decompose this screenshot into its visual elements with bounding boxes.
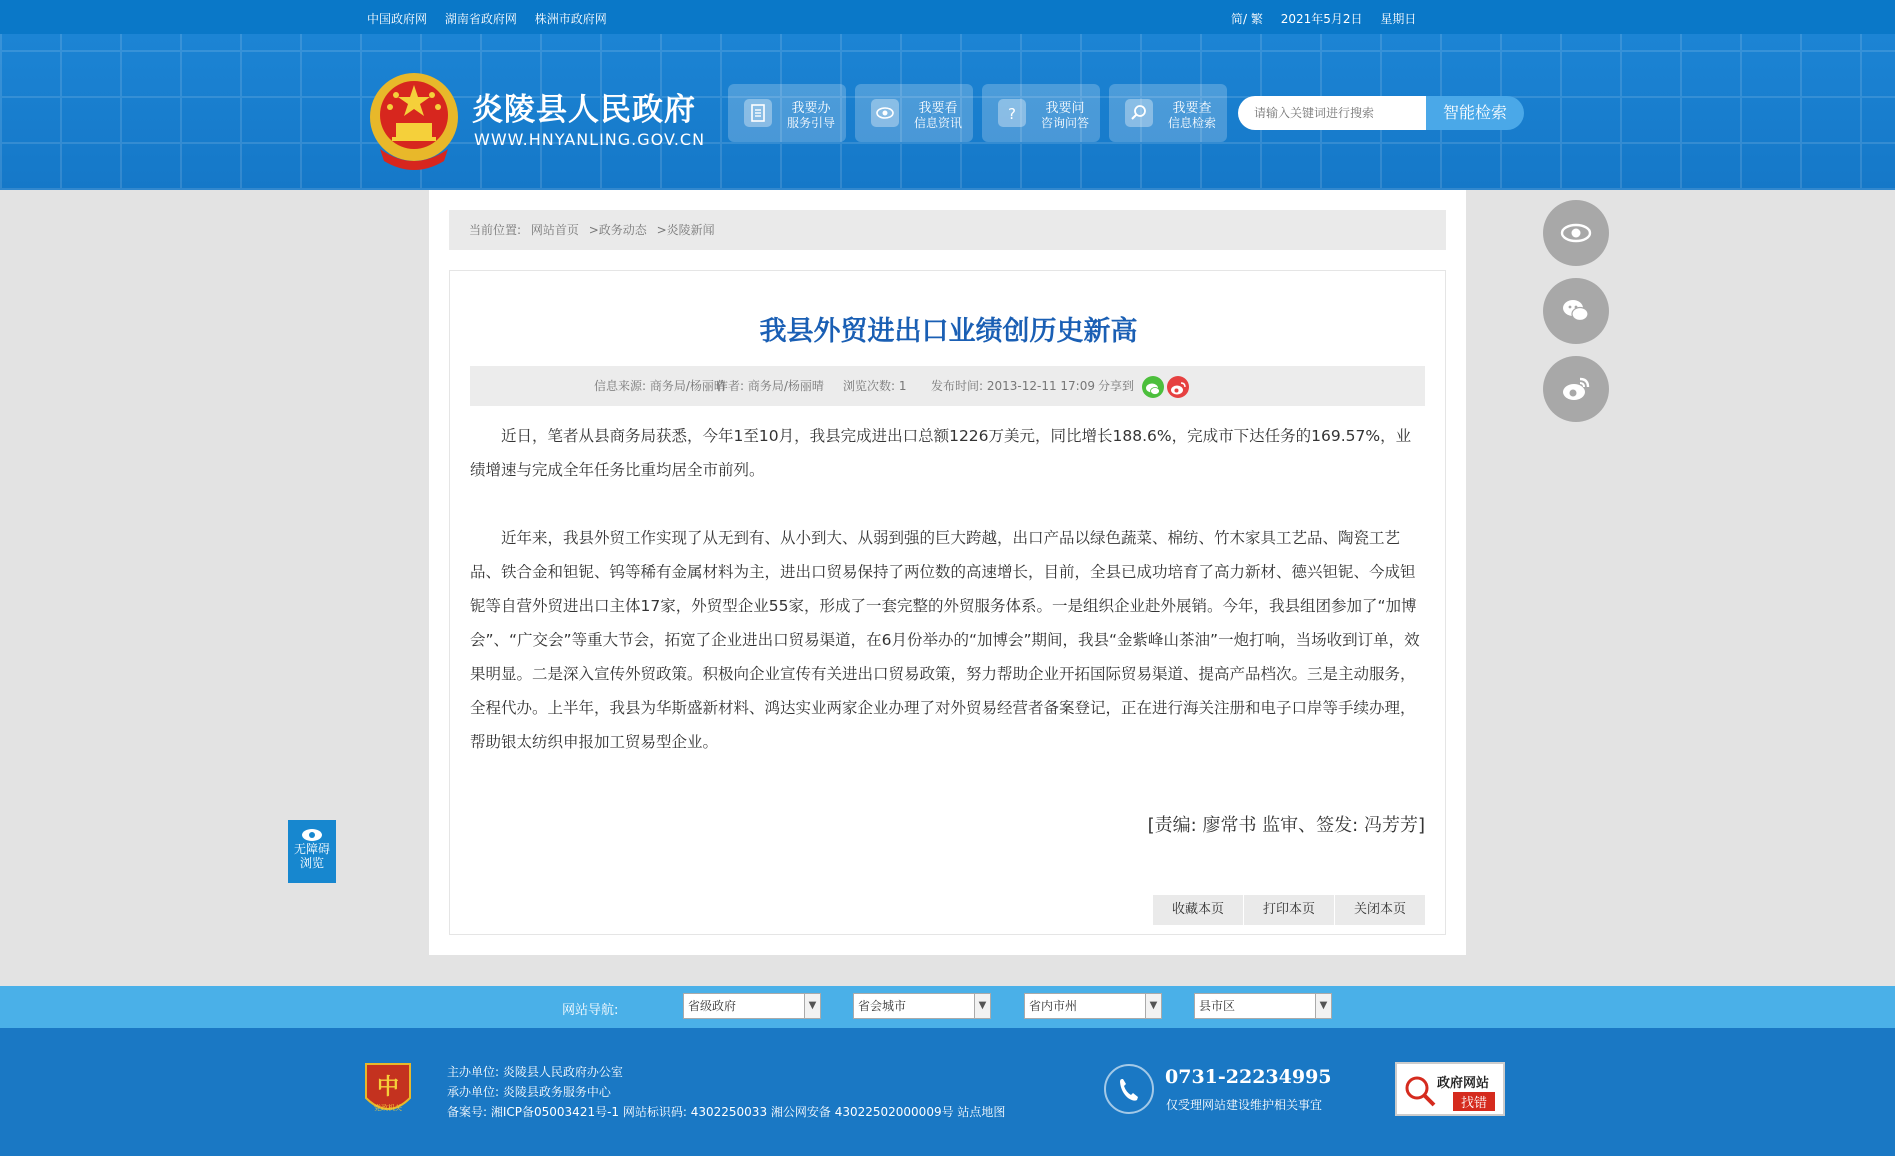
service-subtitle: 信息检索 — [1167, 116, 1216, 130]
magnifier-icon — [1125, 99, 1153, 127]
service-title: 我要看 — [918, 101, 958, 116]
article-actions — [1152, 895, 1425, 925]
breadcrumb-home[interactable]: 网站首页 — [530, 223, 579, 237]
accessibility-label-2: 浏览 — [299, 856, 324, 870]
select-provincial-capitals[interactable] — [853, 993, 991, 1019]
breadcrumb-gov-news[interactable]: >政务动态 — [588, 223, 647, 237]
service-button-handle[interactable] — [728, 84, 846, 142]
service-subtitle: 咨询问答 — [1040, 116, 1089, 130]
site-nav-label: 网站导航: — [562, 1003, 619, 1018]
search-button[interactable]: 智能检索 — [1426, 96, 1524, 130]
meta-views: 浏览次数: 1 — [843, 379, 907, 393]
svg-text:?: ? — [1008, 105, 1016, 122]
link-zhuzhou-gov[interactable]: 株洲市政府网 — [534, 12, 607, 26]
service-button-ask[interactable] — [982, 84, 1100, 142]
footer — [0, 1028, 1895, 1156]
eye-icon — [1560, 217, 1592, 249]
party-government-badge-icon[interactable] — [362, 1058, 414, 1120]
phone-icon — [1104, 1064, 1154, 1114]
search-input[interactable] — [1238, 96, 1426, 130]
meta-source: 信息来源: 商务局/杨丽晴 — [594, 379, 726, 393]
chevron-down-icon: ▼ — [1315, 994, 1331, 1018]
chevron-down-icon: ▼ — [974, 994, 990, 1018]
article — [449, 270, 1446, 935]
accessibility-button[interactable] — [288, 820, 336, 883]
print-page-button[interactable]: 打印本页 — [1244, 895, 1334, 925]
document-icon — [744, 99, 772, 127]
article-paragraph: 近年来，我县外贸工作实现了从无到有、从小到大、从弱到强的巨大跨越，出口产品以绿色蔬菜、棉纺、竹木家具工艺品、陶瓷工艺品、铁合金和钽铌、钨等稀有金属材料为主，进出口贸易保持了两位数的高速增长，目前，全县已成功培育了高力新材、德兴钽铌、今成钽铌等自营外贸进出口主体17家，外贸型企业55家，形成了一套完整的外贸服务体系。一是组织企业赴外展销。今年，我县组团参加了“加博会”、“广交会”等重大节会，拓宽了企业进出口贸易渠道，在6月份举办的“加博会”期间，我县“金紫峰山茶油”一炮打响，当场收到订单，效果明显。二是深入宣传外贸政策。积极向企业宣传有关进出口贸易政策，努力帮助企业开拓国际贸易渠道、提高产品档次。三是主动服务，全程代办。上半年，我县为华斯盛新材料、鸿达实业两家企业办理了对外贸易经营者备案登记，正在进行海关注册和电子口岸等手续办理，帮助银太纺织申报加工贸易型企业。 — [470, 529, 1420, 751]
main-content — [429, 190, 1466, 955]
chevron-down-icon: ▼ — [804, 994, 820, 1018]
breadcrumb — [449, 210, 1446, 250]
svg-text:党政机关: 党政机关 — [374, 1104, 402, 1112]
service-title: 我要办 — [791, 101, 831, 116]
float-weibo-button[interactable] — [1543, 356, 1609, 422]
report-error-action: 找错 — [1453, 1092, 1495, 1111]
select-provincial-gov[interactable] — [683, 993, 821, 1019]
article-title: 我县外贸进出口业绩创历史新高 — [759, 316, 1138, 347]
service-title: 我要查 — [1172, 101, 1212, 116]
link-gov-cn[interactable]: 中国政府网 — [367, 12, 428, 26]
footer-phone-note: 仅受理网站建设维护相关事宜 — [1166, 1098, 1323, 1112]
service-subtitle: 服务引导 — [786, 116, 835, 130]
breadcrumb-yanling-news[interactable]: >炎陵新闻 — [656, 223, 715, 237]
wechat-icon — [1560, 295, 1592, 327]
accessibility-label-1: 无障碍 — [293, 842, 330, 856]
article-meta — [470, 366, 1425, 406]
site-title[interactable]: 炎陵县人民政府 — [472, 92, 696, 128]
article-editor: [责编: 廖常书 监审、签发: 冯芳芳] — [1147, 815, 1425, 836]
footer-info — [447, 1062, 1005, 1122]
meta-published: 发布时间: 2013-12-11 17:09 — [931, 379, 1095, 393]
report-error-button[interactable] — [1395, 1062, 1505, 1116]
article-paragraph: 近日，笔者从县商务局获悉，今年1至10月，我县完成进出口总额1226万美元，同比增长188.6%，完成市下达任务的169.57%，业绩增速与完成全年任务比重均居全市前列。 — [470, 427, 1412, 479]
article-body — [470, 419, 1425, 793]
header-banner — [0, 34, 1895, 190]
report-error-title: 政府网站 — [1437, 1076, 1490, 1091]
chevron-down-icon: ▼ — [1145, 994, 1161, 1018]
question-icon — [998, 99, 1026, 127]
national-emblem-icon — [366, 69, 462, 173]
footer-record[interactable]: 备案号: 湘ICP备05003421号-1 网站标识码: 4302250033 湘公网安备 43022502000009号 站点地图 — [447, 1105, 1006, 1119]
eye-icon — [288, 828, 336, 842]
breadcrumb-label: 当前位置: — [469, 223, 522, 237]
weibo-share-icon[interactable] — [1167, 376, 1189, 398]
select-counties[interactable] — [1194, 993, 1332, 1019]
service-subtitle: 信息资讯 — [913, 116, 962, 130]
lang-switch[interactable]: 简/ 繁 — [1231, 12, 1263, 26]
wechat-share-icon[interactable] — [1142, 376, 1164, 398]
weibo-icon — [1560, 373, 1592, 405]
bookmark-page-button[interactable]: 收藏本页 — [1153, 895, 1243, 925]
search-error-icon — [1403, 1074, 1437, 1108]
service-button-view[interactable] — [855, 84, 973, 142]
current-weekday: 星期日 — [1380, 12, 1417, 26]
footer-phone: 0731-22234995 — [1165, 1066, 1332, 1088]
select-value: 省会城市 — [858, 999, 907, 1013]
svg-text:中: 中 — [376, 1074, 400, 1100]
float-wechat-button[interactable] — [1543, 278, 1609, 344]
top-right — [1231, 10, 1430, 27]
select-value: 省内市州 — [1029, 999, 1078, 1013]
footer-host: 主办单位: 炎陵县人民政府办公室 — [447, 1065, 623, 1079]
link-hunan-gov[interactable]: 湖南省政府网 — [444, 12, 517, 26]
select-value: 省级政府 — [688, 999, 737, 1013]
eye-icon — [871, 99, 899, 127]
select-cities[interactable] — [1024, 993, 1162, 1019]
service-title: 我要问 — [1045, 101, 1085, 116]
site-url: WWW.HNYANLING.GOV.CN — [474, 130, 706, 149]
meta-author: 作者: 商务局/杨丽晴 — [716, 379, 824, 393]
current-date: 2021年5月2日 — [1280, 12, 1363, 26]
select-value: 县市区 — [1199, 999, 1236, 1013]
site-nav-bar — [0, 986, 1895, 1028]
meta-share-label: 分享到 — [1098, 379, 1135, 393]
close-page-button[interactable]: 关闭本页 — [1335, 895, 1425, 925]
float-eye-button[interactable] — [1543, 200, 1609, 266]
service-button-search[interactable] — [1109, 84, 1227, 142]
top-bar — [0, 0, 1895, 34]
top-links — [367, 10, 621, 27]
footer-operator: 承办单位: 炎陵县政务服务中心 — [447, 1085, 611, 1099]
